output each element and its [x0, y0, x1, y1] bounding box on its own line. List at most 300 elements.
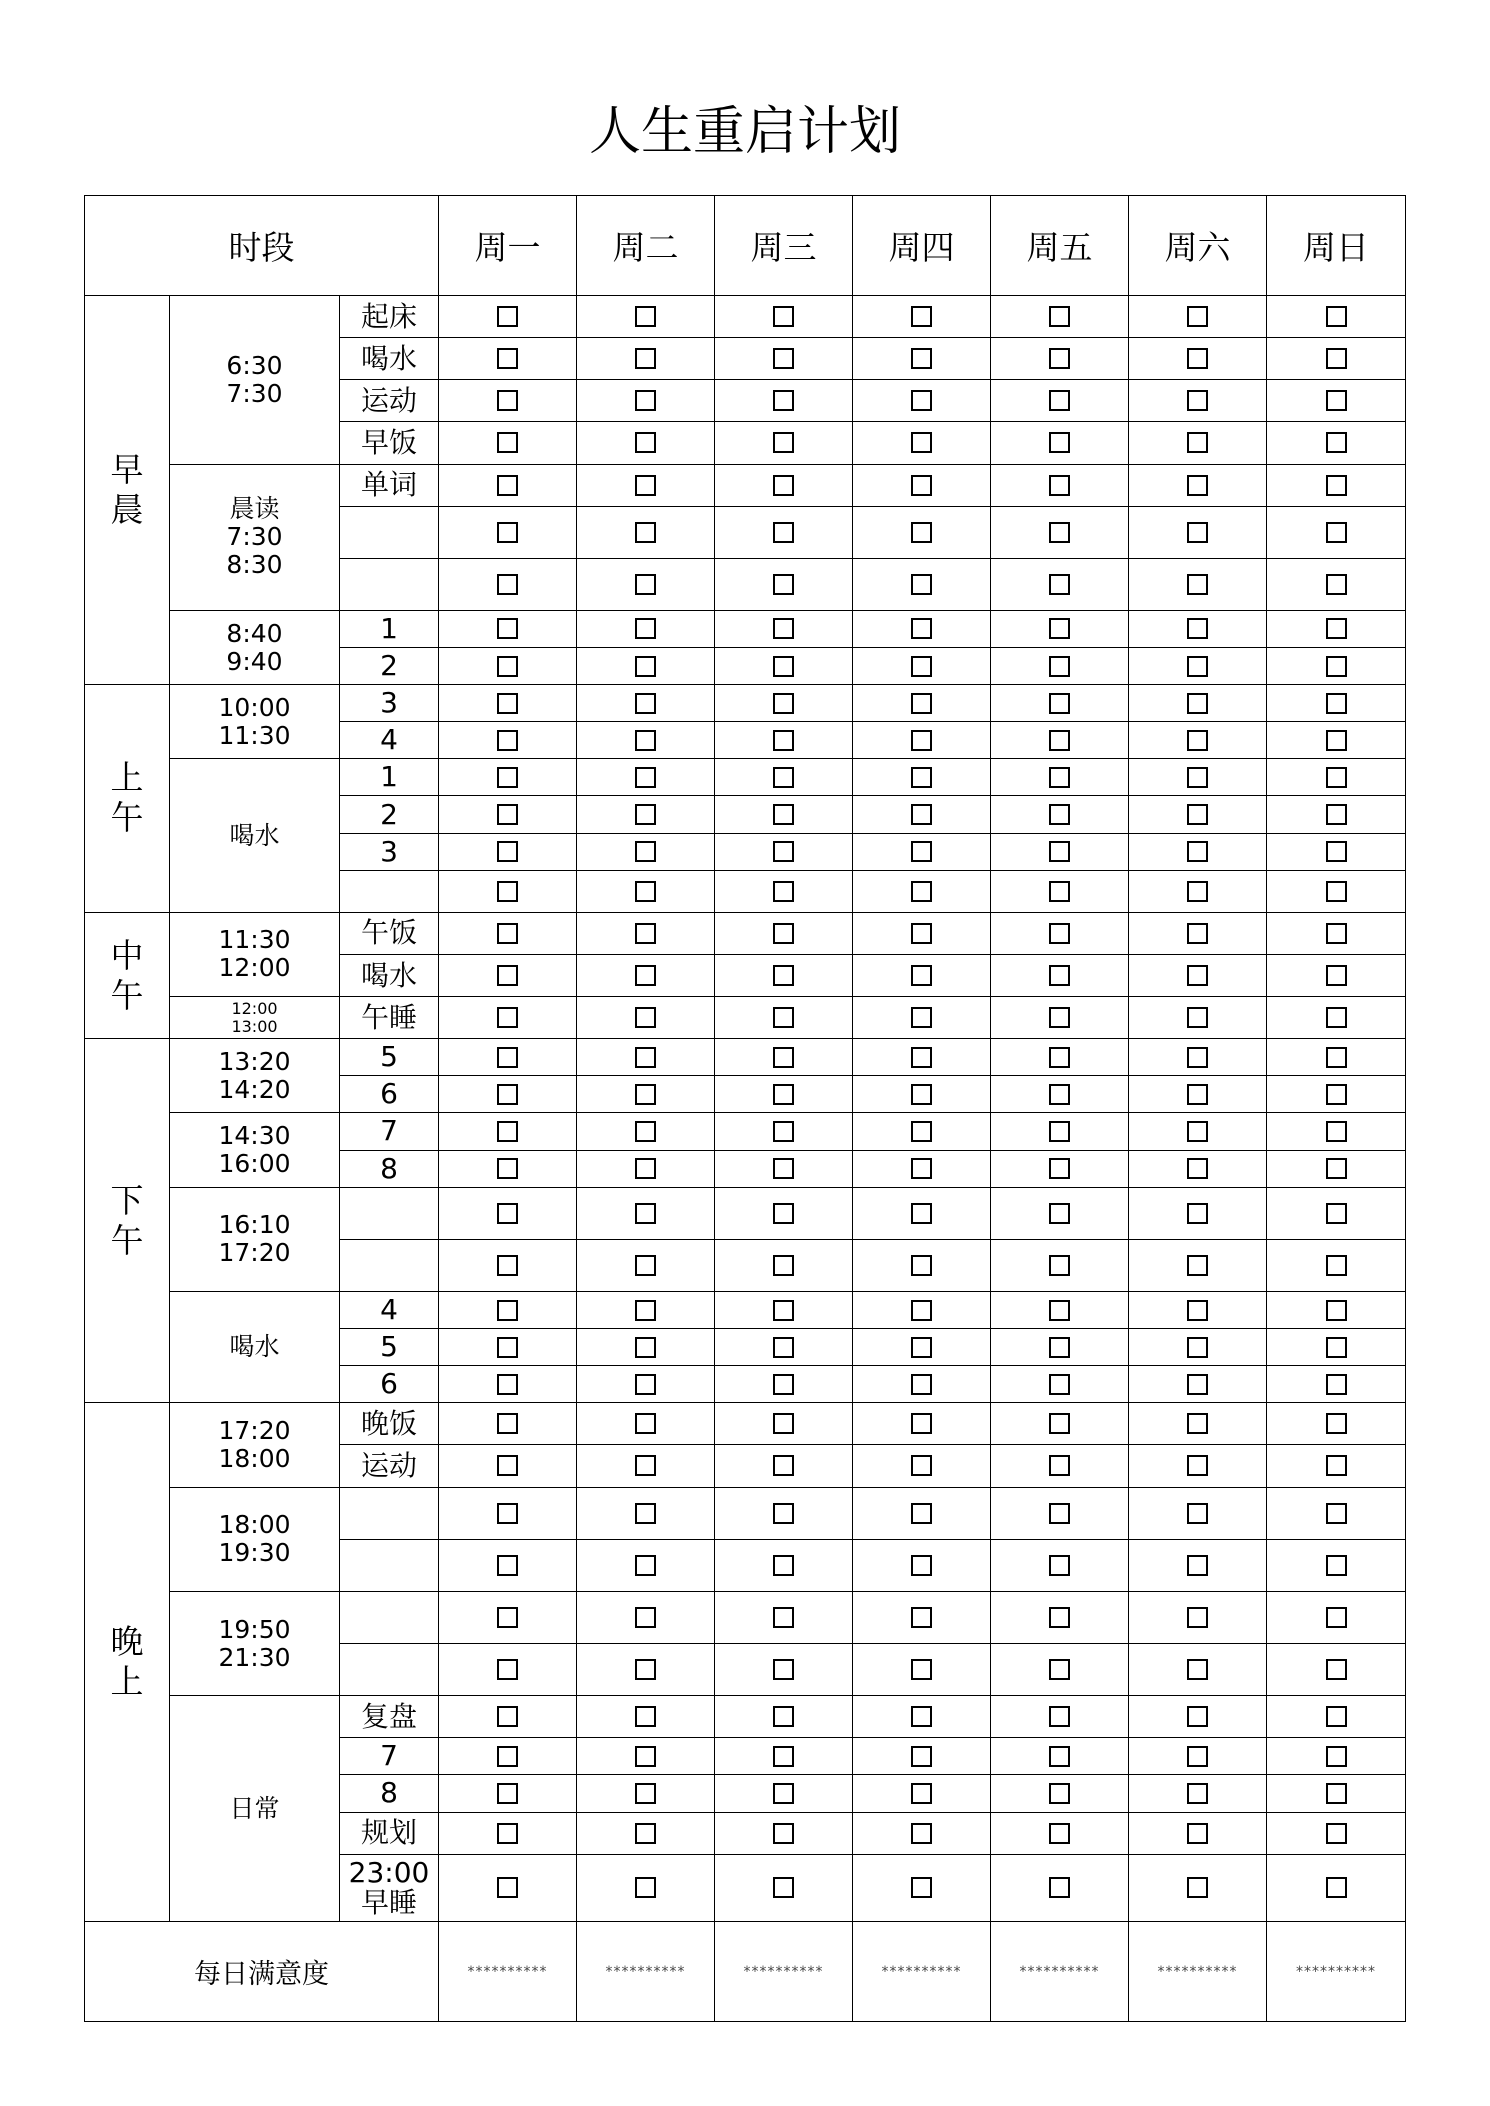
checkbox[interactable]: [911, 1337, 932, 1358]
checkbox[interactable]: [1049, 841, 1070, 862]
checkbox[interactable]: [911, 306, 932, 327]
checkbox[interactable]: [1187, 1255, 1208, 1276]
checkbox-cell: [1267, 1150, 1406, 1187]
checkbox[interactable]: [1049, 1555, 1070, 1576]
checkbox[interactable]: [1049, 348, 1070, 369]
checkbox[interactable]: [635, 1823, 656, 1844]
checkbox[interactable]: [773, 1823, 794, 1844]
checkbox[interactable]: [635, 1300, 656, 1321]
checkbox[interactable]: [1326, 1823, 1347, 1844]
checkbox[interactable]: [1326, 574, 1347, 595]
checkbox[interactable]: [635, 1121, 656, 1142]
checkbox[interactable]: [1326, 475, 1347, 496]
checkbox[interactable]: [497, 574, 518, 595]
checkbox[interactable]: [497, 1607, 518, 1628]
checkbox[interactable]: [1049, 475, 1070, 496]
checkbox[interactable]: [773, 1746, 794, 1767]
checkbox[interactable]: [1326, 1659, 1347, 1680]
checkbox[interactable]: [1326, 1337, 1347, 1358]
checkbox[interactable]: [1326, 923, 1347, 944]
checkbox[interactable]: [497, 693, 518, 714]
checkbox[interactable]: [1187, 1706, 1208, 1727]
checkbox[interactable]: [911, 522, 932, 543]
day-header: 周六: [1129, 196, 1267, 296]
checkbox[interactable]: [497, 1455, 518, 1476]
checkbox[interactable]: [1049, 1607, 1070, 1628]
checkbox[interactable]: [773, 1877, 794, 1898]
checkbox[interactable]: [773, 1503, 794, 1524]
checkbox[interactable]: [911, 1084, 932, 1105]
checkbox[interactable]: [773, 1607, 794, 1628]
checkbox[interactable]: [1049, 1823, 1070, 1844]
checkbox[interactable]: [1187, 1084, 1208, 1105]
checkbox[interactable]: [497, 1300, 518, 1321]
checkbox[interactable]: [1326, 1455, 1347, 1476]
checkbox[interactable]: [1326, 1413, 1347, 1434]
checkbox[interactable]: [773, 390, 794, 411]
checkbox[interactable]: [497, 1746, 518, 1767]
checkbox[interactable]: [1187, 656, 1208, 677]
checkbox[interactable]: [1049, 1007, 1070, 1028]
checkbox[interactable]: [1326, 767, 1347, 788]
checkbox[interactable]: [773, 1555, 794, 1576]
checkbox[interactable]: [911, 693, 932, 714]
checkbox[interactable]: [1187, 1413, 1208, 1434]
checkbox[interactable]: [635, 1413, 656, 1434]
checkbox[interactable]: [635, 432, 656, 453]
checkbox[interactable]: [911, 1413, 932, 1434]
checkbox[interactable]: [635, 1706, 656, 1727]
checkbox[interactable]: [635, 1607, 656, 1628]
checkbox[interactable]: [911, 1555, 932, 1576]
checkbox[interactable]: [911, 1255, 932, 1276]
checkbox[interactable]: [1326, 1877, 1347, 1898]
checkbox[interactable]: [911, 841, 932, 862]
checkbox[interactable]: [773, 804, 794, 825]
checkbox[interactable]: [497, 767, 518, 788]
checkbox[interactable]: [497, 1255, 518, 1276]
satisfaction-rating[interactable]: **********: [577, 1922, 715, 2022]
checkbox[interactable]: [635, 693, 656, 714]
checkbox[interactable]: [1187, 804, 1208, 825]
checkbox[interactable]: [1187, 1877, 1208, 1898]
checkbox[interactable]: [635, 1203, 656, 1224]
checkbox[interactable]: [911, 656, 932, 677]
checkbox[interactable]: [635, 522, 656, 543]
checkbox[interactable]: [1049, 1746, 1070, 1767]
checkbox[interactable]: [635, 923, 656, 944]
checkbox[interactable]: [1049, 1374, 1070, 1395]
checkbox[interactable]: [1187, 767, 1208, 788]
checkbox[interactable]: [1326, 306, 1347, 327]
checkbox[interactable]: [635, 1255, 656, 1276]
checkbox[interactable]: [497, 841, 518, 862]
checkbox[interactable]: [911, 1503, 932, 1524]
checkbox[interactable]: [635, 656, 656, 677]
checkbox[interactable]: [635, 348, 656, 369]
checkbox[interactable]: [1326, 1158, 1347, 1179]
checkbox[interactable]: [773, 475, 794, 496]
checkbox[interactable]: [911, 1607, 932, 1628]
checkbox[interactable]: [497, 1203, 518, 1224]
checkbox[interactable]: [1326, 1300, 1347, 1321]
checkbox[interactable]: [1326, 1121, 1347, 1142]
checkbox[interactable]: [911, 390, 932, 411]
checkbox[interactable]: [1049, 1300, 1070, 1321]
checkbox[interactable]: [1187, 1121, 1208, 1142]
checkbox[interactable]: [1187, 841, 1208, 862]
checkbox[interactable]: [1326, 1255, 1347, 1276]
plan-row: [85, 1291, 1406, 1328]
checkbox[interactable]: [1049, 1121, 1070, 1142]
checkbox[interactable]: [1187, 693, 1208, 714]
checkbox[interactable]: [635, 1555, 656, 1576]
checkbox[interactable]: [911, 1121, 932, 1142]
checkbox[interactable]: [911, 1746, 932, 1767]
checkbox[interactable]: [635, 306, 656, 327]
checkbox[interactable]: [1187, 1746, 1208, 1767]
checkbox[interactable]: [911, 730, 932, 751]
checkbox[interactable]: [1187, 1555, 1208, 1576]
time-line: 9:40: [226, 646, 283, 676]
checkbox[interactable]: [911, 475, 932, 496]
checkbox[interactable]: [1187, 923, 1208, 944]
checkbox[interactable]: [497, 965, 518, 986]
checkbox[interactable]: [773, 656, 794, 677]
checkbox[interactable]: [1326, 1706, 1347, 1727]
checkbox[interactable]: [497, 475, 518, 496]
checkbox[interactable]: [497, 1337, 518, 1358]
checkbox[interactable]: [1326, 1503, 1347, 1524]
activity-label: 4: [340, 1291, 439, 1328]
checkbox[interactable]: [911, 923, 932, 944]
checkbox[interactable]: [773, 306, 794, 327]
checkbox[interactable]: [497, 1121, 518, 1142]
checkbox[interactable]: [773, 1337, 794, 1358]
checkbox[interactable]: [1187, 390, 1208, 411]
checkbox-cell: [1129, 506, 1267, 558]
checkbox[interactable]: [911, 574, 932, 595]
checkbox[interactable]: [1187, 1374, 1208, 1395]
checkbox[interactable]: [1326, 881, 1347, 902]
checkbox[interactable]: [1049, 390, 1070, 411]
checkbox[interactable]: [497, 390, 518, 411]
checkbox[interactable]: [1049, 1877, 1070, 1898]
checkbox[interactable]: [497, 1555, 518, 1576]
checkbox[interactable]: [911, 804, 932, 825]
checkbox[interactable]: [1049, 767, 1070, 788]
checkbox[interactable]: [635, 1084, 656, 1105]
checkbox[interactable]: [911, 1374, 932, 1395]
checkbox[interactable]: [1187, 965, 1208, 986]
checkbox[interactable]: [1049, 522, 1070, 543]
checkbox[interactable]: [497, 881, 518, 902]
checkbox[interactable]: [635, 1047, 656, 1068]
checkbox-cell: [439, 1539, 577, 1591]
checkbox[interactable]: [1187, 1503, 1208, 1524]
checkbox[interactable]: [497, 1503, 518, 1524]
checkbox[interactable]: [1049, 432, 1070, 453]
checkbox[interactable]: [1049, 1706, 1070, 1727]
checkbox[interactable]: [1049, 306, 1070, 327]
checkbox[interactable]: [497, 1158, 518, 1179]
time-line: 7:30: [226, 522, 283, 552]
checkbox[interactable]: [1049, 656, 1070, 677]
checkbox[interactable]: [1326, 1047, 1347, 1068]
checkbox[interactable]: [1326, 804, 1347, 825]
checkbox[interactable]: [911, 1706, 932, 1727]
checkbox[interactable]: [911, 965, 932, 986]
checkbox-cell: [853, 1854, 991, 1921]
checkbox[interactable]: [1049, 1158, 1070, 1179]
checkbox[interactable]: [773, 1047, 794, 1068]
checkbox[interactable]: [635, 841, 656, 862]
checkbox[interactable]: [1049, 1337, 1070, 1358]
checkbox[interactable]: [773, 1783, 794, 1804]
checkbox[interactable]: [497, 1007, 518, 1028]
checkbox[interactable]: [497, 522, 518, 543]
checkbox[interactable]: [1187, 881, 1208, 902]
checkbox-cell: [853, 1076, 991, 1113]
checkbox[interactable]: [773, 348, 794, 369]
checkbox[interactable]: [773, 1413, 794, 1434]
checkbox[interactable]: [635, 804, 656, 825]
checkbox[interactable]: [1187, 1007, 1208, 1028]
checkbox[interactable]: [497, 1659, 518, 1680]
checkbox[interactable]: [635, 881, 656, 902]
checkbox[interactable]: [1187, 306, 1208, 327]
checkbox[interactable]: [1049, 1255, 1070, 1276]
checkbox[interactable]: [1049, 730, 1070, 751]
checkbox[interactable]: [773, 1659, 794, 1680]
checkbox[interactable]: [773, 1300, 794, 1321]
satisfaction-rating[interactable]: **********: [1267, 1922, 1406, 2022]
checkbox[interactable]: [773, 730, 794, 751]
checkbox[interactable]: [635, 1877, 656, 1898]
checkbox[interactable]: [773, 1203, 794, 1224]
checkbox[interactable]: [635, 1455, 656, 1476]
checkbox[interactable]: [773, 1706, 794, 1727]
checkbox[interactable]: [1326, 656, 1347, 677]
activity-label: 5: [340, 1039, 439, 1076]
checkbox[interactable]: [635, 1783, 656, 1804]
checkbox[interactable]: [635, 1158, 656, 1179]
checkbox[interactable]: [635, 1007, 656, 1028]
checkbox[interactable]: [911, 1783, 932, 1804]
checkbox[interactable]: [1187, 574, 1208, 595]
checkbox[interactable]: [1187, 432, 1208, 453]
checkbox[interactable]: [497, 1047, 518, 1068]
checkbox[interactable]: [1326, 730, 1347, 751]
checkbox[interactable]: [497, 618, 518, 639]
checkbox[interactable]: [635, 390, 656, 411]
checkbox[interactable]: [773, 693, 794, 714]
checkbox[interactable]: [497, 1413, 518, 1434]
checkbox[interactable]: [1049, 1659, 1070, 1680]
checkbox[interactable]: [1187, 1607, 1208, 1628]
time-slot: [170, 296, 340, 465]
day-header: 周四: [853, 196, 991, 296]
checkbox[interactable]: [773, 767, 794, 788]
checkbox[interactable]: [635, 475, 656, 496]
checkbox[interactable]: [1049, 574, 1070, 595]
day-header: 周五: [991, 196, 1129, 296]
checkbox-cell: [853, 338, 991, 380]
checkbox[interactable]: [1326, 1607, 1347, 1628]
checkbox[interactable]: [1326, 965, 1347, 986]
checkbox[interactable]: [1049, 1455, 1070, 1476]
checkbox[interactable]: [911, 1659, 932, 1680]
checkbox[interactable]: [1326, 841, 1347, 862]
checkbox[interactable]: [635, 574, 656, 595]
checkbox[interactable]: [911, 767, 932, 788]
checkbox[interactable]: [1187, 1659, 1208, 1680]
satisfaction-rating[interactable]: **********: [439, 1922, 577, 2022]
checkbox[interactable]: [1049, 1503, 1070, 1524]
checkbox[interactable]: [1326, 1783, 1347, 1804]
checkbox[interactable]: [497, 348, 518, 369]
checkbox[interactable]: [1326, 1084, 1347, 1105]
checkbox-cell: [715, 1591, 853, 1643]
checkbox[interactable]: [1187, 730, 1208, 751]
checkbox-cell: [991, 1812, 1129, 1854]
checkbox[interactable]: [773, 881, 794, 902]
checkbox[interactable]: [497, 1877, 518, 1898]
checkbox[interactable]: [911, 881, 932, 902]
checkbox[interactable]: [1049, 1047, 1070, 1068]
checkbox[interactable]: [635, 1746, 656, 1767]
checkbox[interactable]: [497, 1706, 518, 1727]
checkbox-cell: [1129, 685, 1267, 722]
satisfaction-rating[interactable]: **********: [1129, 1922, 1267, 2022]
checkbox[interactable]: [773, 1374, 794, 1395]
checkbox-cell: [1267, 1403, 1406, 1445]
checkbox-cell: [715, 1738, 853, 1775]
checkbox[interactable]: [773, 618, 794, 639]
checkbox[interactable]: [497, 1823, 518, 1844]
checkbox[interactable]: [911, 348, 932, 369]
checkbox[interactable]: [1326, 693, 1347, 714]
checkbox-cell: [1267, 1644, 1406, 1696]
checkbox-cell: [853, 558, 991, 610]
checkbox[interactable]: [1187, 1823, 1208, 1844]
checkbox[interactable]: [1187, 1455, 1208, 1476]
checkbox[interactable]: [911, 618, 932, 639]
checkbox[interactable]: [773, 1121, 794, 1142]
checkbox[interactable]: [635, 1503, 656, 1524]
checkbox[interactable]: [635, 1659, 656, 1680]
checkbox[interactable]: [773, 1084, 794, 1105]
checkbox[interactable]: [1326, 1203, 1347, 1224]
checkbox[interactable]: [1187, 475, 1208, 496]
checkbox-cell: [1267, 558, 1406, 610]
checkbox[interactable]: [1049, 1783, 1070, 1804]
checkbox[interactable]: [497, 306, 518, 327]
checkbox[interactable]: [773, 965, 794, 986]
satisfaction-rating[interactable]: **********: [715, 1922, 853, 2022]
checkbox[interactable]: [911, 1455, 932, 1476]
checkbox[interactable]: [1326, 1746, 1347, 1767]
checkbox[interactable]: [1326, 522, 1347, 543]
checkbox[interactable]: [497, 804, 518, 825]
checkbox[interactable]: [497, 1084, 518, 1105]
checkbox[interactable]: [1049, 881, 1070, 902]
checkbox[interactable]: [1326, 618, 1347, 639]
checkbox[interactable]: [1326, 390, 1347, 411]
checkbox[interactable]: [773, 1158, 794, 1179]
checkbox[interactable]: [1049, 804, 1070, 825]
checkbox[interactable]: [1049, 1413, 1070, 1434]
checkbox[interactable]: [911, 1300, 932, 1321]
checkbox[interactable]: [497, 1374, 518, 1395]
checkbox[interactable]: [1187, 1783, 1208, 1804]
checkbox[interactable]: [1187, 522, 1208, 543]
checkbox[interactable]: [497, 730, 518, 751]
checkbox[interactable]: [1049, 1084, 1070, 1105]
checkbox[interactable]: [1049, 693, 1070, 714]
checkbox[interactable]: [773, 522, 794, 543]
checkbox[interactable]: [773, 432, 794, 453]
checkbox[interactable]: [911, 1823, 932, 1844]
checkbox[interactable]: [1326, 1374, 1347, 1395]
checkbox[interactable]: [1187, 1203, 1208, 1224]
checkbox[interactable]: [635, 618, 656, 639]
checkbox[interactable]: [1049, 965, 1070, 986]
checkbox-cell: [439, 1239, 577, 1291]
checkbox[interactable]: [773, 1255, 794, 1276]
satisfaction-rating[interactable]: **********: [853, 1922, 991, 2022]
checkbox[interactable]: [635, 965, 656, 986]
checkbox[interactable]: [1187, 618, 1208, 639]
checkbox[interactable]: [497, 432, 518, 453]
checkbox-cell: [715, 833, 853, 870]
checkbox[interactable]: [497, 656, 518, 677]
checkbox[interactable]: [1326, 348, 1347, 369]
checkbox[interactable]: [911, 1047, 932, 1068]
checkbox[interactable]: [1187, 1300, 1208, 1321]
checkbox[interactable]: [1049, 618, 1070, 639]
checkbox[interactable]: [911, 432, 932, 453]
checkbox[interactable]: [911, 1007, 932, 1028]
checkbox[interactable]: [635, 730, 656, 751]
checkbox[interactable]: [911, 1158, 932, 1179]
checkbox[interactable]: [635, 767, 656, 788]
checkbox[interactable]: [497, 1783, 518, 1804]
checkbox[interactable]: [773, 1455, 794, 1476]
checkbox[interactable]: [497, 923, 518, 944]
checkbox[interactable]: [635, 1337, 656, 1358]
checkbox[interactable]: [1049, 923, 1070, 944]
checkbox[interactable]: [911, 1203, 932, 1224]
checkbox[interactable]: [1326, 1555, 1347, 1576]
checkbox[interactable]: [635, 1374, 656, 1395]
checkbox[interactable]: [1187, 1158, 1208, 1179]
satisfaction-rating[interactable]: **********: [991, 1922, 1129, 2022]
checkbox[interactable]: [773, 923, 794, 944]
checkbox[interactable]: [1326, 432, 1347, 453]
checkbox[interactable]: [773, 841, 794, 862]
checkbox[interactable]: [1326, 1007, 1347, 1028]
checkbox[interactable]: [773, 1007, 794, 1028]
time-slot: [170, 1187, 340, 1291]
checkbox[interactable]: [1187, 348, 1208, 369]
checkbox[interactable]: [1187, 1337, 1208, 1358]
checkbox[interactable]: [1187, 1047, 1208, 1068]
checkbox[interactable]: [773, 574, 794, 595]
checkbox[interactable]: [1049, 1203, 1070, 1224]
activity-label: 8: [340, 1150, 439, 1187]
checkbox[interactable]: [911, 1877, 932, 1898]
